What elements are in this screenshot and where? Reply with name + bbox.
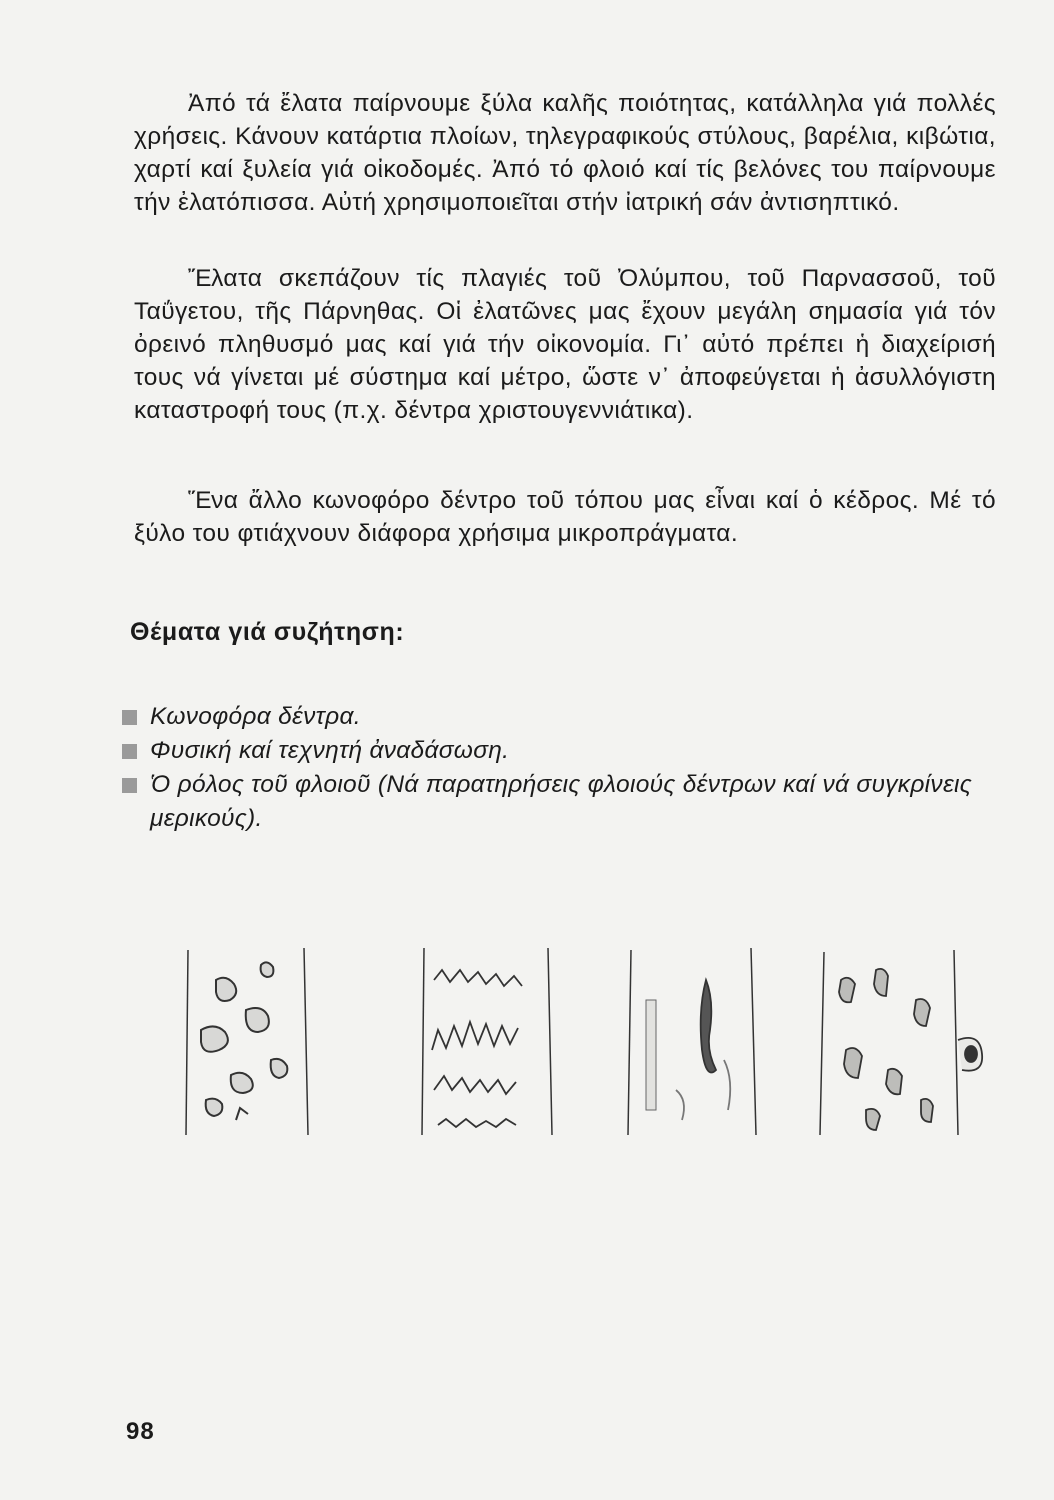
square-bullet-icon — [122, 744, 137, 759]
bark-sample-knotty-illustration — [820, 950, 982, 1135]
bark-sample-smooth-illustration — [628, 948, 756, 1135]
paragraph-fir-forests: Ἔλατα σκεπάζουν τίς πλαγιές τοῦ Ὀλύμπου, τοῦ Παρνασσοῦ, τοῦ Ταΰγετου, τῆς Πάρνηθας. Οἱ ἐλατῶνες μας ἔχουν μεγάλη σημασία γιά τόν ὀρεινό πληθυσμό μας καί γιά τήν οἰκονομία. Γι᾽ αὐτό πρέπει ἡ διαχείρισή τους νά γίνεται μέ σύστημα καί μέτρο, ὥστε ν᾽ ἀποφεύγεται ἡ ἀσυλλόγιστη καταστροφή τους (π.χ. δέντρα χριστουγεννιάτικα). — [134, 265, 996, 424]
discussion-topics-heading: Θέματα γιά συζήτηση: — [130, 618, 405, 646]
paragraph-fir-wood-uses: Ἀπό τά ἔλατα παίρνουμε ξύλα καλῆς ποιότητας, κατάλληλα γιά πολλές χρήσεις. Κάνουν κατάρτια πλοίων, τηλεγραφικούς στύλους, βαρέλια, κιβώτια, χαρτί καί ξυλεία γιά οἰκοδομές. Ἀπό τό φλοιό καί τίς βελόνες του παίρνουμε τήν ἐλατόπισσα. Αὐτή χρησιμοποιεῖται στήν ἰατρική σάν ἀντισηπτικό. — [134, 90, 996, 216]
page-number: 98 — [126, 1418, 155, 1445]
square-bullet-icon — [122, 710, 137, 725]
list-item — [120, 768, 1000, 836]
topic-text: Κωνοφόρα δέντρα. — [150, 703, 361, 730]
square-bullet-icon — [122, 778, 137, 793]
bark-sample-ridged-illustration — [422, 948, 552, 1135]
topic-text: Ὁ ρόλος τοῦ φλοιοῦ (Νά παρατηρήσεις φλοιούς δέντρων καί νά συγκρίνεις μερικούς). — [150, 771, 972, 832]
bark-illustrations — [176, 940, 986, 1140]
bark-sample-patchy-illustration — [186, 948, 308, 1135]
list-item — [120, 700, 1000, 734]
list-item — [120, 734, 1000, 768]
discussion-topics-list — [120, 700, 1000, 836]
topic-text: Φυσική καί τεχνητή ἀναδάσωση. — [150, 737, 510, 764]
paragraph-cedar: Ἕνα ἄλλο κωνοφόρο δέντρο τοῦ τόπου μας εἶναι καί ὁ κέδρος. Μέ τό ξύλο του φτιάχνουν διάφορα χρήσιμα μικροπράγματα. — [134, 487, 996, 547]
